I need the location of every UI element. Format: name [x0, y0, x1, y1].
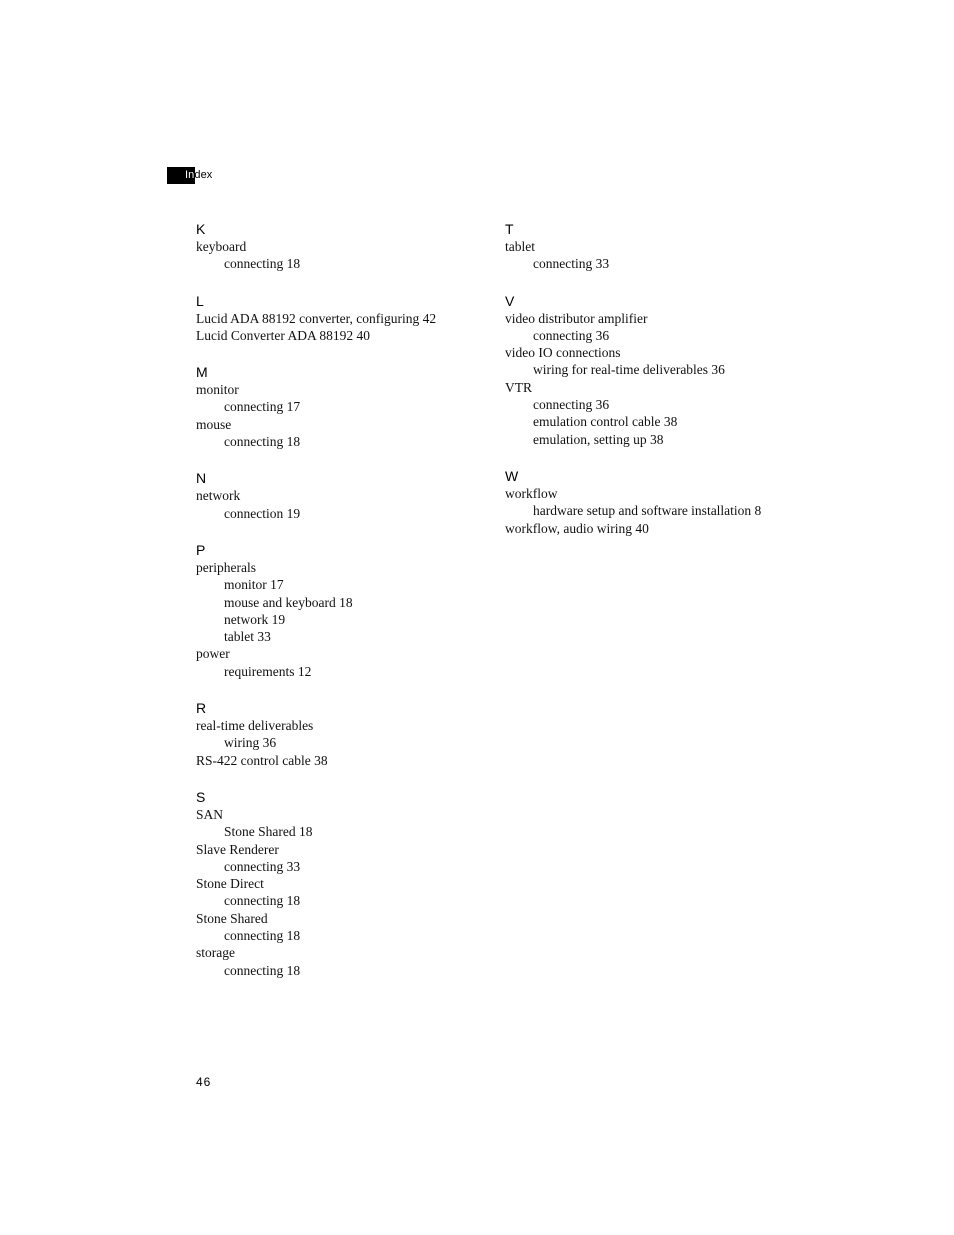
- index-subentry: network 19: [224, 611, 286, 627]
- section-letter: S: [196, 788, 206, 805]
- index-section-p: [196, 541, 496, 680]
- section-letter: V: [505, 292, 515, 309]
- index-entry: RS-422 control cable 38: [196, 752, 328, 768]
- section-letter: T: [505, 221, 514, 237]
- section-letter: M: [196, 364, 208, 381]
- index-subentry: tablet 33: [224, 629, 271, 645]
- running-header-rest: dex: [194, 169, 213, 181]
- index-subentry: Stone Shared 18: [224, 824, 313, 840]
- index-entry: Lucid Converter ADA 88192 40: [196, 327, 370, 343]
- index-subentry: hardware setup and software installation 8: [533, 503, 762, 519]
- index-entry: Lucid ADA 88192 converter, configuring 42: [196, 310, 437, 326]
- index-subentry: connecting 33: [224, 858, 301, 874]
- index-entry: peripherals: [196, 559, 256, 575]
- index-entry: keyboard: [196, 239, 247, 254]
- index-column-left: [196, 220, 496, 998]
- index-entry: storage: [196, 945, 235, 961]
- index-entry: Stone Shared: [196, 910, 268, 926]
- index-subentry: connecting 18: [224, 928, 301, 944]
- section-letter: L: [196, 292, 204, 309]
- index-entry: monitor: [196, 382, 239, 398]
- index-entry: video distributor amplifier: [505, 310, 648, 326]
- section-letter: P: [196, 541, 206, 558]
- section-letter: W: [505, 467, 519, 484]
- index-subentry: connecting 36: [533, 327, 610, 343]
- index-section-w: [505, 467, 805, 537]
- index-entry: video IO connections: [505, 345, 621, 361]
- index-entry: network: [196, 488, 241, 504]
- index-subentry: emulation, setting up 38: [533, 431, 664, 447]
- index-subentry: mouse and keyboard 18: [224, 594, 353, 610]
- index-subentry: connecting 18: [224, 434, 301, 450]
- index-subentry: connecting 18: [224, 256, 301, 272]
- index-entry: tablet: [505, 239, 535, 254]
- index-entry: Slave Renderer: [196, 841, 279, 857]
- section-letter: N: [196, 470, 207, 487]
- index-column-right: [505, 220, 805, 556]
- section-letter: R: [196, 700, 207, 717]
- page-number: 46: [196, 1075, 212, 1089]
- index-entry: real-time deliverables: [196, 718, 314, 734]
- index-section-t: [505, 220, 805, 273]
- index-section-v: [505, 292, 805, 448]
- index-entry: workflow, audio wiring 40: [505, 520, 649, 536]
- index-section-m: [196, 363, 496, 450]
- index-entry: SAN: [196, 806, 224, 822]
- index-subentry: wiring for real-time deliverables 36: [533, 362, 725, 378]
- index-subentry: requirements 12: [224, 663, 312, 679]
- index-subentry: wiring 36: [224, 735, 277, 751]
- index-subentry: monitor 17: [224, 577, 284, 593]
- index-subentry: connecting 18: [224, 893, 301, 909]
- index-entry: mouse: [196, 416, 232, 432]
- index-entry: VTR: [505, 379, 532, 395]
- index-entry: power: [196, 646, 230, 662]
- index-subentry: connecting 18: [224, 962, 301, 978]
- section-letter: K: [196, 221, 206, 237]
- index-entry: workflow: [505, 485, 558, 501]
- index-section-l: [196, 292, 496, 345]
- index-subentry: connecting 36: [533, 397, 610, 413]
- index-section-k: [196, 220, 496, 273]
- index-section-n: [196, 469, 496, 522]
- index-subentry: connecting 17: [224, 399, 301, 415]
- running-header: [185, 168, 212, 183]
- index-entry: Stone Direct: [196, 876, 264, 892]
- running-header-first: In: [185, 169, 195, 181]
- index-section-s: [196, 788, 496, 979]
- index-section-r: [196, 699, 496, 769]
- index-subentry: connecting 33: [533, 256, 610, 272]
- index-subentry: emulation control cable 38: [533, 414, 678, 430]
- index-subentry: connection 19: [224, 505, 301, 521]
